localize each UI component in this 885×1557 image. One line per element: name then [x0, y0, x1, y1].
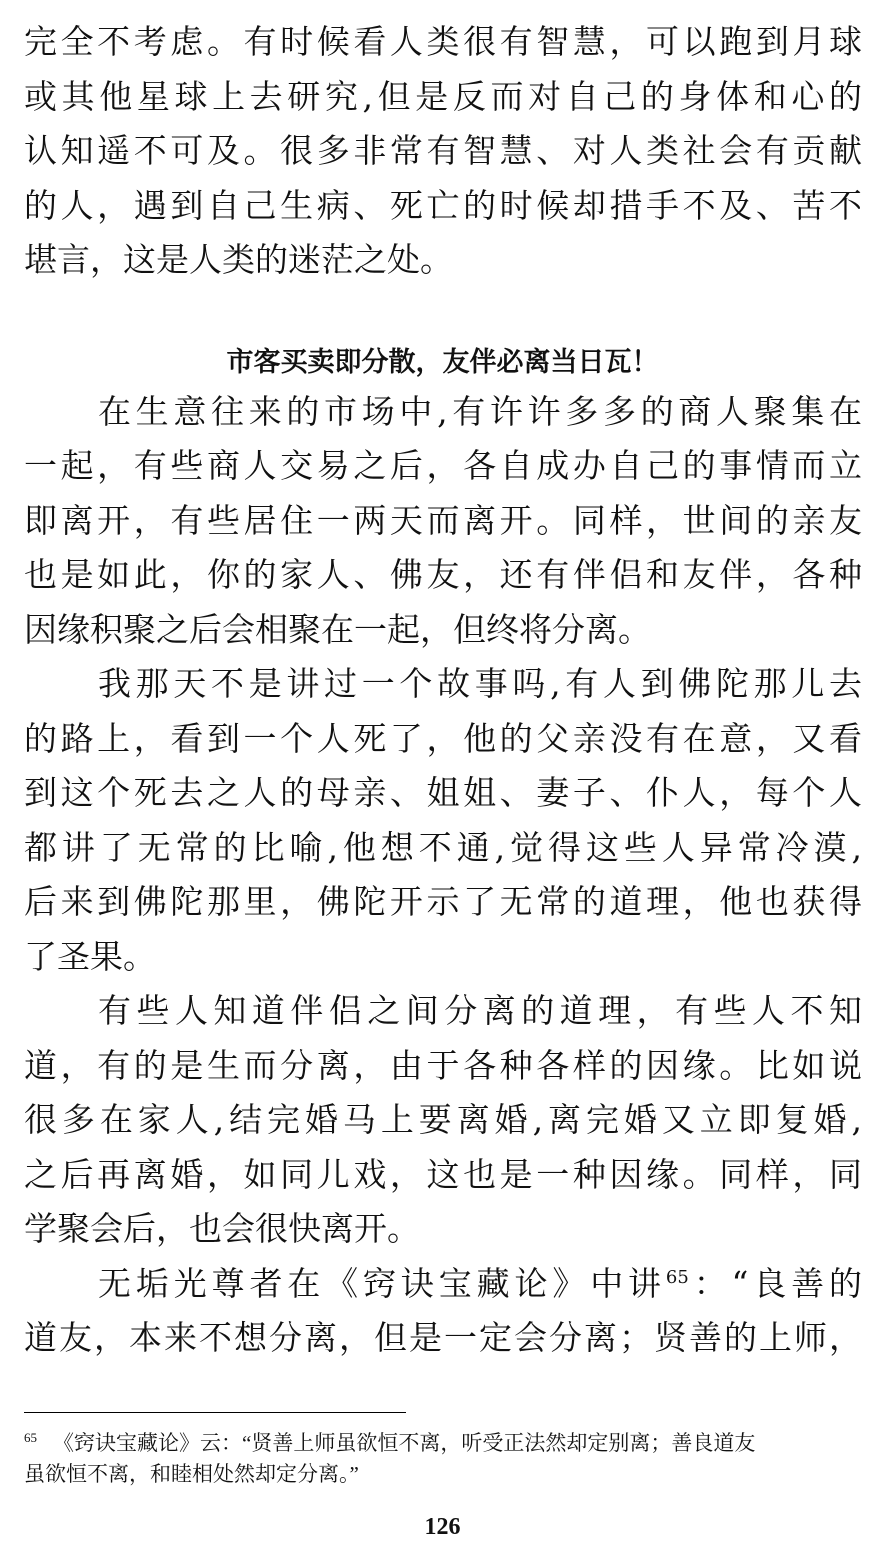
- body-text-line: 认知遥不可及。很多非常有智慧、对人类社会有贡献: [24, 131, 862, 170]
- body-text-line: 很多在家人,结完婚马上要离婚,离完婚又立即复婚,: [24, 1100, 862, 1139]
- body-text-line: 后来到佛陀那里，佛陀开示了无常的道理，他也获得: [24, 882, 862, 921]
- body-text-line: 在生意往来的市场中,有许许多多的商人聚集在: [98, 392, 862, 431]
- footnote-reference: 65: [665, 1267, 689, 1288]
- body-text-line: 之后再离婚，如同儿戏，这也是一种因缘。同样，同: [24, 1155, 862, 1194]
- body-text-line: 有些人知道伴侣之间分离的道理，有些人不知: [98, 991, 862, 1030]
- body-text-line: 也是如此，你的家人、佛友，还有伴侣和友伴，各种: [24, 555, 862, 594]
- body-text-line: 一起，有些商人交易之后，各自成办自己的事情而立: [24, 446, 862, 485]
- body-text-line: 的人，遇到自己生病、死亡的时候却措手不及、苦不: [24, 186, 862, 225]
- footnote-line: [24, 1428, 862, 1458]
- body-text-line: 即离开，有些居住一两天而离开。同样，世间的亲友: [24, 501, 862, 540]
- body-text-line: 或其他星球上去研究,但是反而对自己的身体和心的: [24, 77, 862, 116]
- body-text-segment: 无垢光尊者在《窍诀宝藏论》中讲: [98, 1264, 666, 1303]
- body-text-segment: ：“良善的: [688, 1264, 863, 1303]
- footnote-text: 《窍诀宝藏论》云：“贤善上师虽欲恒不离，听受正法然却定别离；善良道友: [53, 1431, 756, 1455]
- body-text-line: 道友，本来不想分离，但是一定会分离；贤善的上师，: [24, 1318, 862, 1357]
- footnote-line: 虽欲恒不离，和睦相处然却定分离。”: [24, 1462, 359, 1486]
- body-text-line: 都讲了无常的比喻,他想不通,觉得这些人异常冷漠,: [24, 828, 862, 867]
- page-number: 126: [424, 1514, 461, 1540]
- body-text-line: 因缘积聚之后会相聚在一起，但终将分离。: [24, 610, 651, 649]
- body-text-line: 了圣果。: [24, 937, 156, 976]
- section-heading: 市客买卖即分散，友伴必离当日瓦！: [226, 347, 659, 378]
- body-text-line: 完全不考虑。有时候看人类很有智慧，可以跑到月球: [24, 22, 862, 61]
- body-text-line: 的路上，看到一个人死了，他的父亲没有在意，又看: [24, 719, 862, 758]
- body-text-line: 我那天不是讲过一个故事吗,有人到佛陀那儿去: [98, 664, 862, 703]
- body-text-line: 到这个死去之人的母亲、姐姐、妻子、仆人，每个人: [24, 773, 862, 812]
- footnote-divider: [24, 1412, 406, 1413]
- body-text-line: 道，有的是生而分离，由于各种各样的因缘。比如说: [24, 1046, 862, 1085]
- body-text-line: 学聚会后，也会很快离开。: [24, 1209, 420, 1248]
- body-text-line: 堪言，这是人类的迷茫之处。: [24, 240, 453, 279]
- body-text-line: [98, 1264, 862, 1304]
- footnote-number: 65: [24, 1430, 37, 1445]
